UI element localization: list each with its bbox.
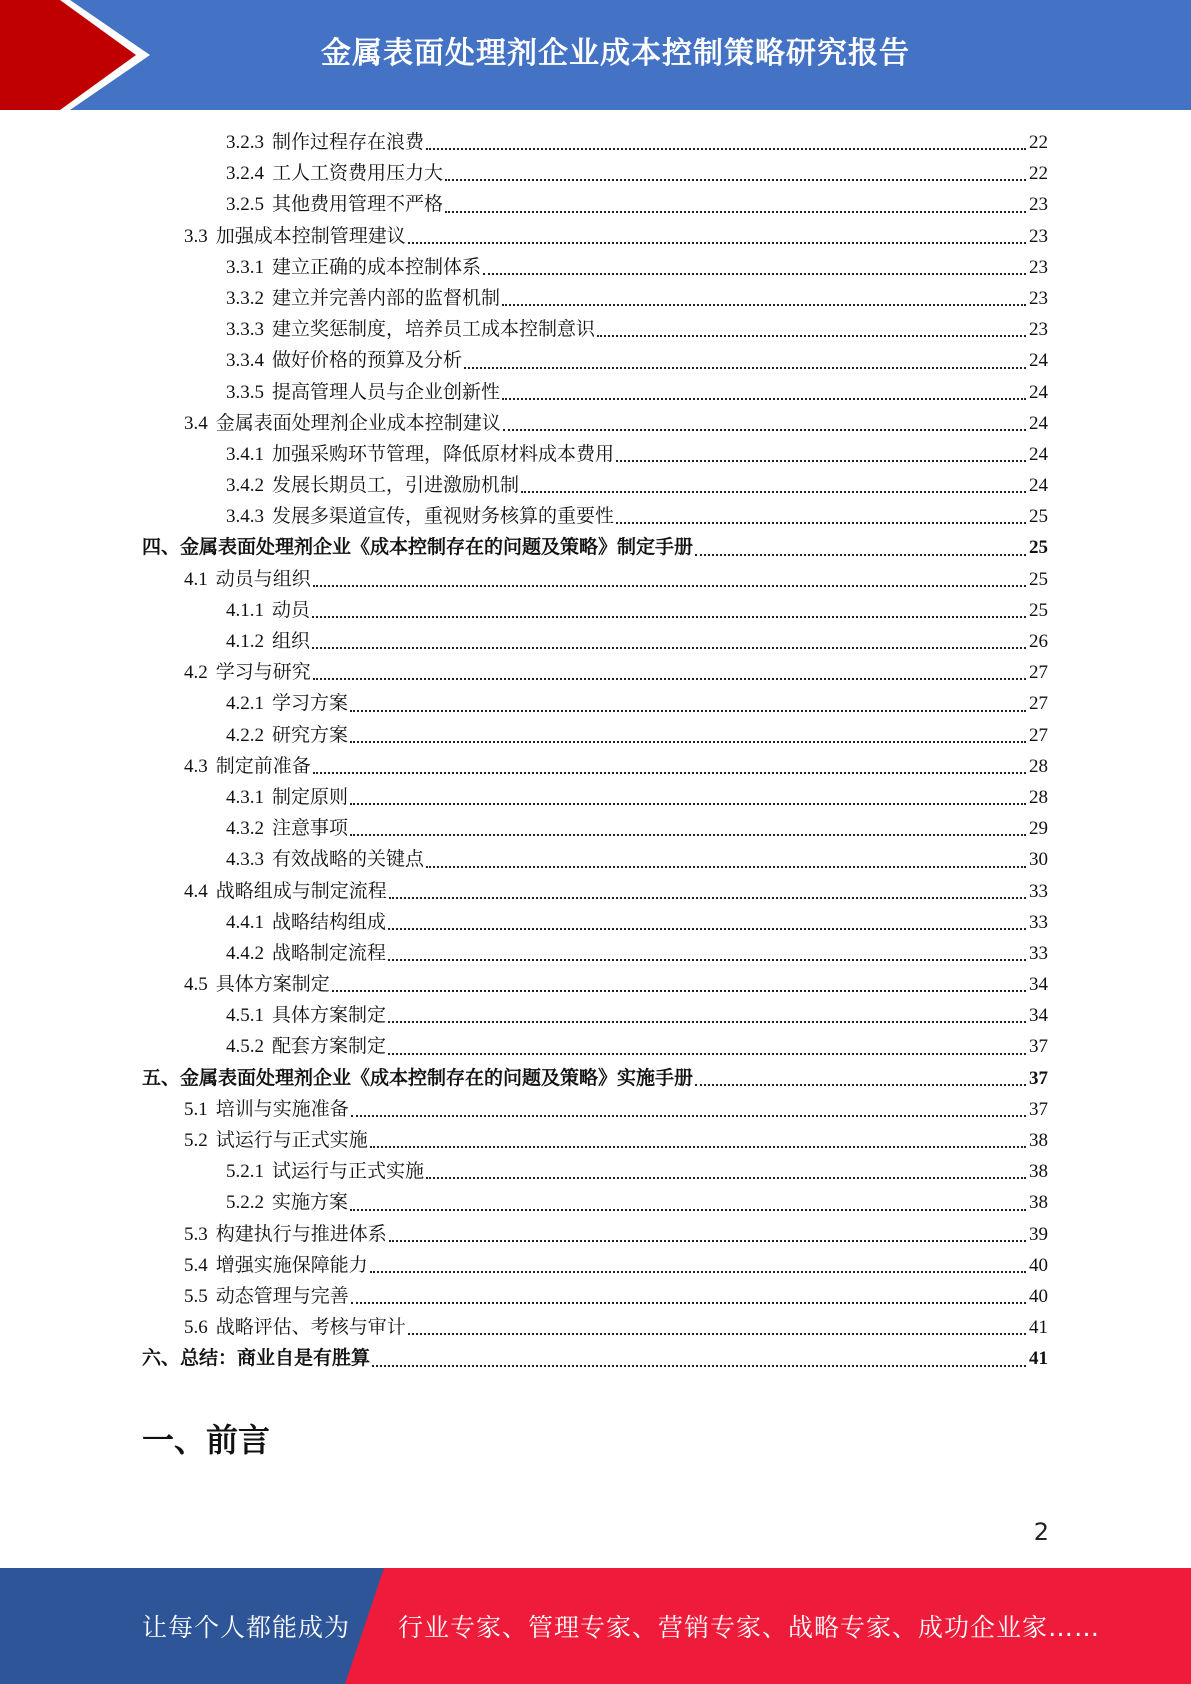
toc-leader-dots xyxy=(695,554,1026,556)
toc-leader-dots xyxy=(464,367,1026,369)
toc-entry-page: 37 xyxy=(1029,1067,1048,1089)
toc-entry-title: 发展多渠道宣传，重视财务核算的重要性 xyxy=(272,506,615,528)
toc-entry-number: 3.4.3 xyxy=(226,506,264,528)
toc-leader-dots xyxy=(312,647,1026,649)
toc-entry-number: 3.4 xyxy=(184,412,208,434)
toc-entry-page: 24 xyxy=(1029,443,1048,465)
toc-entry-number: 4.1.2 xyxy=(226,631,264,652)
toc-entry-number: 3.2.3 xyxy=(226,132,264,153)
toc-leader-dots xyxy=(350,834,1026,836)
toc-entry[interactable] xyxy=(142,564,1048,595)
toc-leader-dots xyxy=(312,616,1026,618)
toc-entry-title: 提高管理人员与企业创新性 xyxy=(272,381,501,403)
toc-entry-page: 40 xyxy=(1029,1285,1048,1307)
toc-entry-title: 实施方案 xyxy=(272,1192,349,1214)
toc-entry-title: 制作过程存在浪费 xyxy=(272,132,425,153)
toc-entry[interactable] xyxy=(142,1000,1048,1031)
toc-entry-page: 24 xyxy=(1029,350,1048,372)
toc-entry-title: 制定前准备 xyxy=(215,755,311,777)
toc-entry[interactable] xyxy=(142,221,1048,252)
toc-entry-page: 23 xyxy=(1029,256,1048,278)
toc-entry-title: 试运行与正式实施 xyxy=(272,1161,425,1183)
toc-leader-dots xyxy=(350,1209,1026,1211)
toc-entry-page: 24 xyxy=(1029,475,1048,497)
toc-entry-title: 具体方案制定 xyxy=(215,974,330,996)
toc-leader-dots xyxy=(389,1240,1026,1242)
toc-entry-page: 25 xyxy=(1029,506,1048,528)
toc-entry-number: 4.4 xyxy=(184,880,208,902)
toc-entry-number: 4.2.2 xyxy=(226,724,264,746)
toc-entry-number: 4.1 xyxy=(184,568,208,590)
toc-entry-page: 26 xyxy=(1029,631,1048,652)
toc-leader-dots xyxy=(426,1177,1026,1179)
toc-entry-page: 27 xyxy=(1029,724,1048,746)
toc-entry[interactable] xyxy=(142,1031,1048,1062)
toc-entry-page: 38 xyxy=(1029,1192,1048,1214)
toc-entry[interactable] xyxy=(142,1312,1048,1343)
toc-entry-page: 28 xyxy=(1029,786,1048,808)
toc-leader-dots xyxy=(350,741,1026,743)
toc-entry-number: 3.2.4 xyxy=(226,163,264,185)
toc-entry[interactable] xyxy=(142,377,1048,408)
toc-entry-title: 学习与研究 xyxy=(215,662,311,684)
toc-entry-page: 25 xyxy=(1029,599,1048,621)
toc-entry-number: 五、 xyxy=(142,1067,181,1089)
toc-entry-title: 研究方案 xyxy=(272,724,349,746)
toc-leader-dots xyxy=(332,990,1026,992)
toc-entry-page: 27 xyxy=(1029,662,1048,684)
toc-leader-dots xyxy=(483,273,1026,275)
toc-leader-dots xyxy=(408,1333,1026,1335)
toc-entry[interactable] xyxy=(142,1094,1048,1125)
toc-entry[interactable] xyxy=(142,1063,1048,1094)
toc-entry-page: 33 xyxy=(1029,942,1048,964)
toc-entry-title: 做好价格的预算及分析 xyxy=(272,350,463,372)
toc-entry-title: 其他费用管理不严格 xyxy=(272,194,444,216)
toc-entry[interactable] xyxy=(142,345,1048,376)
toc-entry-title: 工人工资费用压力大 xyxy=(272,163,444,185)
toc-leader-dots xyxy=(388,1021,1026,1023)
toc-entry-page: 30 xyxy=(1029,849,1048,871)
toc-entry-page: 29 xyxy=(1029,818,1048,840)
toc-entry-page: 38 xyxy=(1029,1130,1048,1151)
toc-entry[interactable] xyxy=(142,314,1048,345)
toc-entry[interactable] xyxy=(142,532,1048,563)
toc-entry-number: 5.3 xyxy=(184,1223,208,1245)
toc-entry[interactable] xyxy=(142,813,1048,844)
toc-entry-page: 23 xyxy=(1029,287,1048,309)
footer-slogan-right: 行业专家、管理专家、营销专家、战略专家、成功企业家…… xyxy=(398,1613,1101,1642)
toc-entry-title: 金属表面处理剂企业《成本控制存在的问题及策略》制定手册 xyxy=(180,537,694,559)
toc-entry[interactable] xyxy=(142,1250,1048,1281)
toc-entry-page: 23 xyxy=(1029,194,1048,216)
toc-leader-dots xyxy=(521,491,1026,493)
toc-entry[interactable] xyxy=(142,127,1048,158)
section-heading: 一、前言 xyxy=(142,1421,271,1459)
toc-leader-dots xyxy=(350,710,1026,712)
toc-entry[interactable] xyxy=(142,501,1048,532)
toc-entry[interactable] xyxy=(142,844,1048,875)
toc-entry-title: 培训与实施准备 xyxy=(215,1098,349,1120)
toc-entry-title: 动员与组织 xyxy=(215,568,311,590)
toc-leader-dots xyxy=(370,1271,1026,1273)
toc-entry-title: 增强实施保障能力 xyxy=(215,1254,368,1276)
toc-entry-number: 4.5.2 xyxy=(226,1036,264,1058)
toc-entry-number: 3.3 xyxy=(184,225,208,247)
toc-entry-page: 24 xyxy=(1029,381,1048,403)
toc-entry-number: 3.3.4 xyxy=(226,350,264,372)
toc-entry[interactable] xyxy=(142,189,1048,220)
toc-entry[interactable] xyxy=(142,470,1048,501)
toc-leader-dots xyxy=(695,1084,1026,1086)
toc-entry-number: 5.2.1 xyxy=(226,1161,264,1183)
toc-entry-page: 38 xyxy=(1029,1161,1048,1183)
toc-entry-number: 3.3.5 xyxy=(226,381,264,403)
toc-entry[interactable] xyxy=(142,158,1048,189)
toc-entry[interactable] xyxy=(142,252,1048,283)
toc-entry-page: 22 xyxy=(1029,163,1048,185)
toc-entry-number: 4.5 xyxy=(184,974,208,996)
toc-entry[interactable] xyxy=(142,907,1048,938)
toc-entry-page: 23 xyxy=(1029,319,1048,341)
toc-entry-number: 5.2 xyxy=(184,1130,208,1151)
toc-leader-dots xyxy=(388,959,1026,961)
toc-entry-title: 总结：商业自是有胜算 xyxy=(180,1348,371,1370)
toc-entry-title: 学习方案 xyxy=(272,693,349,715)
toc-entry-title: 构建执行与推进体系 xyxy=(215,1223,387,1245)
report-title: 金属表面处理剂企业成本控制策略研究报告 xyxy=(321,36,910,71)
toc-leader-dots xyxy=(372,1365,1026,1367)
toc-entry-number: 5.5 xyxy=(184,1285,208,1307)
toc-entry[interactable] xyxy=(142,1219,1048,1250)
toc-entry[interactable] xyxy=(142,1187,1048,1218)
toc-entry-number: 4.2 xyxy=(184,662,208,684)
toc-entry[interactable] xyxy=(142,720,1048,751)
toc-entry-number: 3.4.2 xyxy=(226,475,264,497)
toc-entry[interactable] xyxy=(142,626,1048,657)
toc-leader-dots xyxy=(503,429,1026,431)
toc-entry-title: 配套方案制定 xyxy=(272,1036,387,1058)
toc-leader-dots xyxy=(445,179,1026,181)
toc-entry-title: 建立正确的成本控制体系 xyxy=(272,256,482,278)
toc-entry-number: 5.1 xyxy=(184,1098,208,1120)
toc-entry[interactable] xyxy=(142,283,1048,314)
toc-leader-dots xyxy=(313,678,1026,680)
toc-entry-number: 3.3.3 xyxy=(226,319,264,341)
toc-entry-page: 33 xyxy=(1029,880,1048,902)
toc-entry-page: 37 xyxy=(1029,1098,1048,1120)
toc-leader-dots xyxy=(408,242,1026,244)
toc-entry-title: 有效战略的关键点 xyxy=(272,849,425,871)
toc-entry[interactable] xyxy=(142,1156,1048,1187)
toc-leader-dots xyxy=(389,897,1026,899)
toc-entry-title: 发展长期员工，引进激励机制 xyxy=(272,475,520,497)
toc-entry-page: 24 xyxy=(1029,412,1048,434)
toc-entry[interactable] xyxy=(142,751,1048,782)
toc-entry-number: 5.4 xyxy=(184,1254,208,1276)
toc-entry-number: 四、 xyxy=(142,537,181,559)
toc-entry-title: 金属表面处理剂企业《成本控制存在的问题及策略》实施手册 xyxy=(180,1067,694,1089)
toc-entry-page: 34 xyxy=(1029,974,1048,996)
toc-entry-page: 25 xyxy=(1029,537,1048,559)
toc-entry[interactable] xyxy=(142,1125,1048,1156)
page-footer xyxy=(0,1568,1191,1684)
toc-entry-number: 4.4.2 xyxy=(226,942,264,964)
toc-entry-title: 建立并完善内部的监督机制 xyxy=(272,287,501,309)
toc-entry-number: 4.1.1 xyxy=(226,599,264,621)
toc-entry[interactable] xyxy=(142,938,1048,969)
toc-leader-dots xyxy=(426,148,1026,150)
toc-entry-title: 制定原则 xyxy=(272,786,349,808)
toc-leader-dots xyxy=(388,1053,1026,1055)
toc-entry-title: 组织 xyxy=(272,631,311,652)
toc-entry[interactable] xyxy=(142,782,1048,813)
toc-entry-title: 试运行与正式实施 xyxy=(215,1130,368,1151)
toc-entry[interactable] xyxy=(142,969,1048,1000)
toc-entry-title: 建立奖惩制度，培养员工成本控制意识 xyxy=(272,319,596,341)
toc-leader-dots xyxy=(350,803,1026,805)
toc-entry[interactable] xyxy=(142,876,1048,907)
toc-leader-dots xyxy=(616,460,1026,462)
toc-entry-page: 25 xyxy=(1029,568,1048,590)
toc-entry-page: 28 xyxy=(1029,755,1048,777)
toc-entry-number: 4.3.2 xyxy=(226,818,264,840)
toc-entry-title: 战略制定流程 xyxy=(272,942,387,964)
toc-entry-number: 4.3.3 xyxy=(226,849,264,871)
page-header xyxy=(0,0,1191,110)
toc-entry-number: 3.3.1 xyxy=(226,256,264,278)
toc-leader-dots xyxy=(616,522,1026,524)
toc-entry-page: 39 xyxy=(1029,1223,1048,1245)
page-number: 2 xyxy=(1033,1518,1049,1546)
toc-entry[interactable] xyxy=(142,595,1048,626)
toc-leader-dots xyxy=(426,866,1026,868)
toc-entry-title: 具体方案制定 xyxy=(272,1005,387,1027)
toc-leader-dots xyxy=(388,928,1026,930)
toc-leader-dots xyxy=(313,772,1026,774)
toc-entry-page: 37 xyxy=(1029,1036,1048,1058)
toc-entry[interactable] xyxy=(142,439,1048,470)
toc-entry-title: 加强采购环节管理，降低原材料成本费用 xyxy=(272,443,615,465)
toc-entry-title: 战略组成与制定流程 xyxy=(215,880,387,902)
toc-entry-page: 23 xyxy=(1029,225,1048,247)
toc-leader-dots xyxy=(445,211,1026,213)
toc-entry-number: 4.3 xyxy=(184,755,208,777)
toc-entry-title: 战略结构组成 xyxy=(272,911,387,933)
toc-entry-title: 动态管理与完善 xyxy=(215,1285,349,1307)
toc-leader-dots xyxy=(597,335,1026,337)
toc-entry-title: 动员 xyxy=(272,599,311,621)
toc-entry-number: 5.6 xyxy=(184,1317,208,1339)
toc-entry-number: 3.2.5 xyxy=(226,194,264,216)
toc-entry-title: 加强成本控制管理建议 xyxy=(215,225,406,247)
toc-leader-dots xyxy=(351,1115,1026,1117)
toc-leader-dots xyxy=(370,1146,1026,1148)
toc-leader-dots xyxy=(502,398,1026,400)
toc-entry-number: 3.3.2 xyxy=(226,287,264,309)
toc-entry-number: 4.2.1 xyxy=(226,693,264,715)
toc-entry-number: 六、 xyxy=(142,1348,181,1370)
toc-entry-title: 注意事项 xyxy=(272,818,349,840)
toc-entry[interactable] xyxy=(142,1281,1048,1312)
toc-entry[interactable] xyxy=(142,688,1048,719)
toc-entry[interactable] xyxy=(142,1343,1048,1374)
toc-entry-page: 41 xyxy=(1029,1317,1048,1339)
toc-leader-dots xyxy=(351,1302,1026,1304)
table-of-contents xyxy=(142,127,1048,1375)
toc-entry-title: 战略评估、考核与审计 xyxy=(215,1317,406,1339)
toc-entry-number: 4.4.1 xyxy=(226,911,264,933)
toc-entry-number: 4.3.1 xyxy=(226,786,264,808)
toc-entry-page: 33 xyxy=(1029,911,1048,933)
toc-leader-dots xyxy=(313,585,1026,587)
toc-entry-number: 3.4.1 xyxy=(226,443,264,465)
toc-entry[interactable] xyxy=(142,657,1048,688)
toc-entry-page: 41 xyxy=(1029,1348,1048,1370)
toc-entry-number: 4.5.1 xyxy=(226,1005,264,1027)
toc-entry[interactable] xyxy=(142,408,1048,439)
toc-leader-dots xyxy=(502,304,1026,306)
toc-entry-page: 40 xyxy=(1029,1254,1048,1276)
toc-entry-page: 27 xyxy=(1029,693,1048,715)
toc-entry-page: 34 xyxy=(1029,1005,1048,1027)
footer-slogan-left: 让每个人都能成为 xyxy=(142,1613,351,1642)
toc-entry-title: 金属表面处理剂企业成本控制建议 xyxy=(215,412,501,434)
toc-entry-number: 5.2.2 xyxy=(226,1192,264,1214)
toc-entry-page: 22 xyxy=(1029,132,1048,153)
